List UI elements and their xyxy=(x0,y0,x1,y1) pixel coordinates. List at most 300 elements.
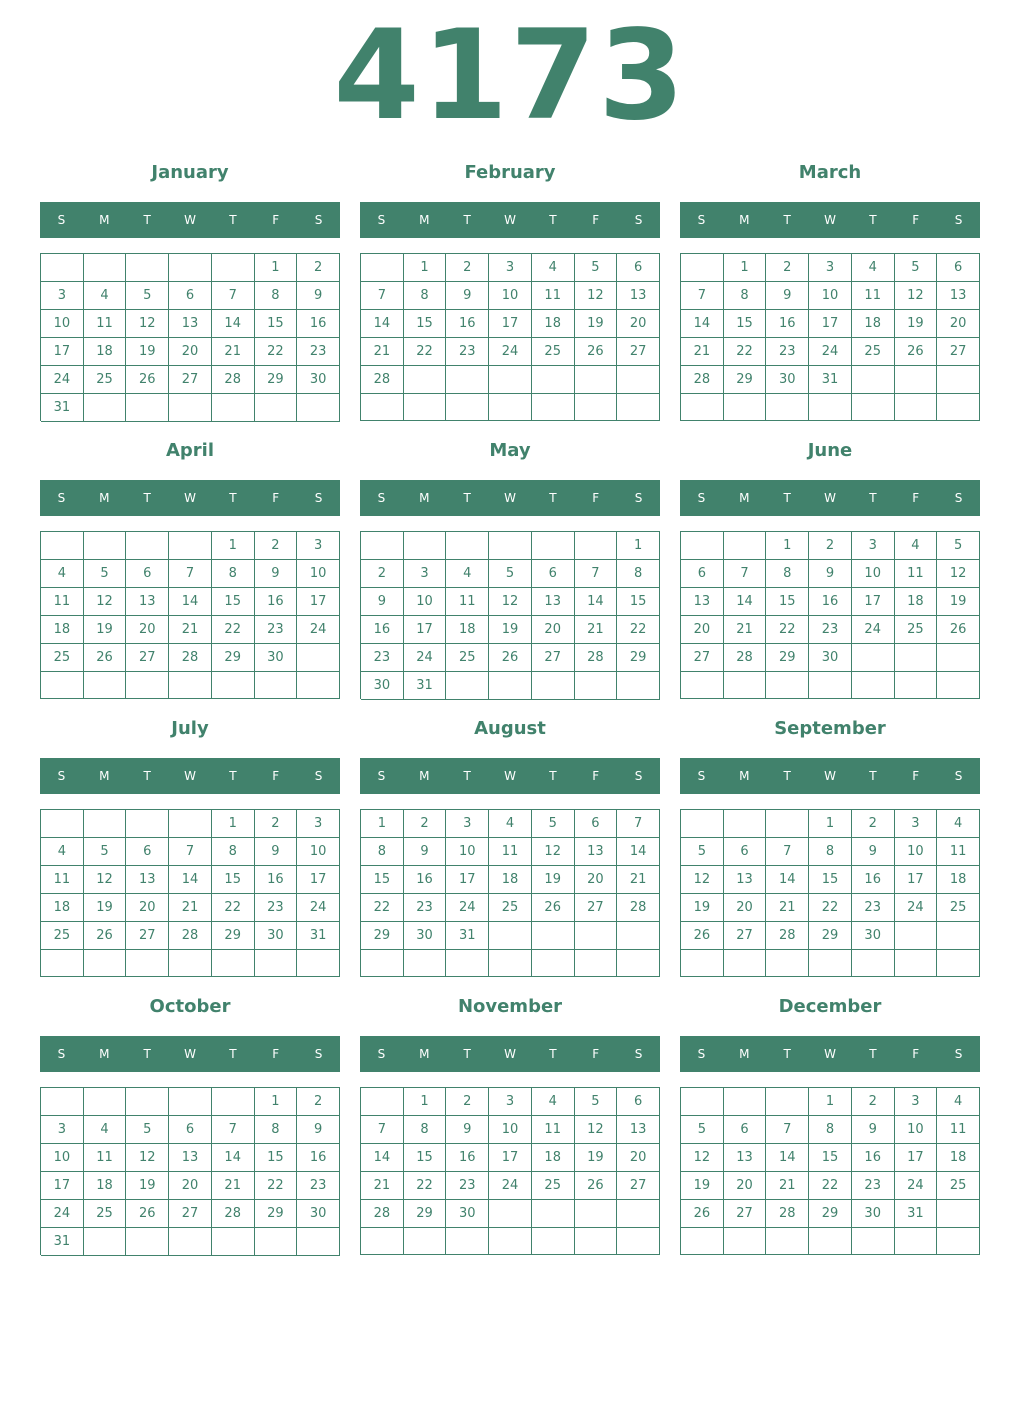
empty-day-cell xyxy=(575,950,618,977)
day-cell: 16 xyxy=(297,1144,340,1172)
day-cell: 2 xyxy=(297,1088,340,1116)
empty-day-cell xyxy=(489,922,532,950)
day-cell: 4 xyxy=(532,254,575,282)
day-cell: 7 xyxy=(212,1116,255,1144)
day-cell: 4 xyxy=(937,810,980,838)
day-cell: 11 xyxy=(41,588,84,616)
empty-day-cell xyxy=(809,950,852,977)
day-cell: 27 xyxy=(126,922,169,950)
empty-day-cell xyxy=(532,366,575,394)
day-cell: 16 xyxy=(255,588,298,616)
day-cell: 10 xyxy=(489,282,532,310)
weekday-label: S xyxy=(697,769,706,783)
day-cell: 25 xyxy=(41,922,84,950)
day-cell: 14 xyxy=(575,588,618,616)
day-cell: 13 xyxy=(617,282,660,310)
day-cell: 2 xyxy=(255,810,298,838)
weekday-label: F xyxy=(272,213,280,227)
day-cell: 9 xyxy=(852,1116,895,1144)
day-cell: 18 xyxy=(532,310,575,338)
day-cell: 12 xyxy=(895,282,938,310)
day-cell: 20 xyxy=(169,338,212,366)
day-cell: 1 xyxy=(809,810,852,838)
empty-day-cell xyxy=(532,394,575,421)
empty-day-cell xyxy=(617,950,660,977)
day-cell: 13 xyxy=(532,588,575,616)
day-cell: 2 xyxy=(766,254,809,282)
weekday-label: W xyxy=(184,1047,196,1061)
weekday-label: T xyxy=(143,769,151,783)
day-cell: 15 xyxy=(724,310,767,338)
day-cell: 22 xyxy=(255,1172,298,1200)
empty-day-cell xyxy=(575,532,618,560)
day-cell: 5 xyxy=(575,1088,618,1116)
day-cell: 1 xyxy=(724,254,767,282)
empty-day-cell xyxy=(575,672,618,700)
day-cell: 4 xyxy=(489,810,532,838)
day-cell: 18 xyxy=(937,1144,980,1172)
day-cell: 1 xyxy=(766,532,809,560)
empty-day-cell xyxy=(41,672,84,699)
weekday-label: S xyxy=(954,1047,963,1061)
empty-day-cell xyxy=(404,532,447,560)
day-cell: 22 xyxy=(212,616,255,644)
day-cell: 17 xyxy=(446,866,489,894)
day-cell: 19 xyxy=(681,894,724,922)
day-cell: 23 xyxy=(361,644,404,672)
empty-day-cell xyxy=(617,672,660,700)
empty-day-cell xyxy=(852,1228,895,1255)
day-cell: 20 xyxy=(724,894,767,922)
day-grid xyxy=(680,253,980,421)
day-cell: 26 xyxy=(681,1200,724,1228)
day-cell: 29 xyxy=(766,644,809,672)
weekday-label: F xyxy=(912,769,920,783)
day-cell: 5 xyxy=(895,254,938,282)
day-cell: 5 xyxy=(937,532,980,560)
day-cell: 5 xyxy=(532,810,575,838)
day-cell: 22 xyxy=(212,894,255,922)
empty-day-cell xyxy=(489,394,532,421)
weekday-header xyxy=(360,758,660,794)
empty-day-cell xyxy=(84,810,127,838)
day-cell: 11 xyxy=(532,282,575,310)
empty-day-cell xyxy=(681,810,724,838)
weekday-label: S xyxy=(697,1047,706,1061)
day-cell: 13 xyxy=(126,588,169,616)
day-cell: 7 xyxy=(617,810,660,838)
day-cell: 24 xyxy=(489,1172,532,1200)
day-cell: 20 xyxy=(169,1172,212,1200)
month-name: March xyxy=(798,162,862,183)
day-cell: 21 xyxy=(724,616,767,644)
day-cell: 1 xyxy=(404,1088,447,1116)
day-cell: 20 xyxy=(724,1172,767,1200)
day-cell: 19 xyxy=(575,310,618,338)
day-cell: 7 xyxy=(724,560,767,588)
day-cell: 3 xyxy=(852,532,895,560)
day-cell: 18 xyxy=(489,866,532,894)
weekday-label: T xyxy=(783,213,791,227)
empty-day-cell xyxy=(361,254,404,282)
day-cell: 15 xyxy=(361,866,404,894)
day-cell: 19 xyxy=(681,1172,724,1200)
empty-day-cell xyxy=(681,672,724,699)
day-cell: 4 xyxy=(84,282,127,310)
day-cell: 14 xyxy=(766,866,809,894)
empty-day-cell xyxy=(169,1088,212,1116)
day-cell: 16 xyxy=(852,866,895,894)
empty-day-cell xyxy=(169,810,212,838)
day-cell: 27 xyxy=(681,644,724,672)
weekday-label: T xyxy=(143,1047,151,1061)
day-cell: 27 xyxy=(724,922,767,950)
day-cell: 3 xyxy=(41,282,84,310)
empty-day-cell xyxy=(361,1228,404,1255)
day-cell: 29 xyxy=(404,1200,447,1228)
day-grid xyxy=(680,809,980,977)
day-cell: 29 xyxy=(361,922,404,950)
day-cell: 8 xyxy=(404,1116,447,1144)
day-cell: 18 xyxy=(446,616,489,644)
day-cell: 30 xyxy=(255,644,298,672)
empty-day-cell xyxy=(446,1228,489,1255)
day-cell: 30 xyxy=(404,922,447,950)
day-cell: 2 xyxy=(809,532,852,560)
day-grid xyxy=(40,1087,340,1255)
empty-day-cell xyxy=(895,672,938,699)
day-cell: 21 xyxy=(361,1172,404,1200)
weekday-header xyxy=(680,202,980,238)
day-cell: 29 xyxy=(809,922,852,950)
empty-day-cell xyxy=(255,672,298,699)
day-cell: 1 xyxy=(255,254,298,282)
empty-day-cell xyxy=(169,254,212,282)
day-cell: 15 xyxy=(212,588,255,616)
day-cell: 8 xyxy=(361,838,404,866)
empty-day-cell xyxy=(937,366,980,394)
day-cell: 12 xyxy=(84,588,127,616)
day-cell: 10 xyxy=(895,838,938,866)
day-cell: 19 xyxy=(489,616,532,644)
day-cell: 22 xyxy=(617,616,660,644)
day-cell: 21 xyxy=(766,1172,809,1200)
weekday-label: F xyxy=(912,491,920,505)
day-cell: 19 xyxy=(126,338,169,366)
weekday-label: F xyxy=(912,1047,920,1061)
empty-day-cell xyxy=(489,366,532,394)
empty-day-cell xyxy=(41,950,84,977)
day-cell: 19 xyxy=(532,866,575,894)
weekday-label: S xyxy=(377,1047,386,1061)
weekday-label: S xyxy=(634,769,643,783)
day-cell: 6 xyxy=(169,282,212,310)
day-cell: 8 xyxy=(212,560,255,588)
day-cell: 8 xyxy=(809,838,852,866)
day-cell: 29 xyxy=(724,366,767,394)
day-cell: 21 xyxy=(361,338,404,366)
day-cell: 10 xyxy=(404,588,447,616)
weekday-label: M xyxy=(739,213,750,227)
day-cell: 28 xyxy=(724,644,767,672)
empty-day-cell xyxy=(937,644,980,672)
day-cell: 12 xyxy=(532,838,575,866)
weekday-label: M xyxy=(99,213,110,227)
day-cell: 26 xyxy=(126,366,169,394)
day-cell: 19 xyxy=(575,1144,618,1172)
empty-day-cell xyxy=(297,672,340,699)
day-cell: 15 xyxy=(809,1144,852,1172)
day-cell: 2 xyxy=(404,810,447,838)
weekday-label: T xyxy=(549,1047,557,1061)
day-cell: 26 xyxy=(126,1200,169,1228)
empty-day-cell xyxy=(126,672,169,699)
day-cell: 16 xyxy=(766,310,809,338)
weekday-label: T xyxy=(783,491,791,505)
day-cell: 20 xyxy=(126,616,169,644)
day-cell: 6 xyxy=(169,1116,212,1144)
weekday-label: T xyxy=(463,769,471,783)
weekday-label: W xyxy=(504,769,516,783)
day-cell: 5 xyxy=(681,838,724,866)
weekday-label: M xyxy=(419,1047,430,1061)
weekday-label: S xyxy=(314,1047,323,1061)
weekday-label: W xyxy=(184,769,196,783)
day-cell: 2 xyxy=(446,254,489,282)
day-cell: 6 xyxy=(575,810,618,838)
month-name: November xyxy=(457,996,563,1017)
day-cell: 30 xyxy=(446,1200,489,1228)
day-cell: 26 xyxy=(895,338,938,366)
day-cell: 10 xyxy=(809,282,852,310)
empty-day-cell xyxy=(126,810,169,838)
day-cell: 7 xyxy=(361,1116,404,1144)
day-cell: 9 xyxy=(361,588,404,616)
day-grid xyxy=(680,1087,980,1255)
day-grid xyxy=(40,809,340,977)
day-cell: 6 xyxy=(126,560,169,588)
day-cell: 21 xyxy=(681,338,724,366)
day-cell: 7 xyxy=(766,838,809,866)
month-name: July xyxy=(171,718,209,739)
day-cell: 16 xyxy=(446,310,489,338)
empty-day-cell xyxy=(724,532,767,560)
day-cell: 11 xyxy=(84,1144,127,1172)
day-cell: 22 xyxy=(361,894,404,922)
day-cell: 18 xyxy=(84,1172,127,1200)
day-cell: 9 xyxy=(404,838,447,866)
weekday-label: T xyxy=(783,769,791,783)
day-cell: 2 xyxy=(297,254,340,282)
day-cell: 16 xyxy=(361,616,404,644)
empty-day-cell xyxy=(724,672,767,699)
empty-day-cell xyxy=(766,1088,809,1116)
weekday-label: S xyxy=(954,769,963,783)
month-name: October xyxy=(149,996,231,1017)
day-cell: 13 xyxy=(575,838,618,866)
day-cell: 22 xyxy=(809,894,852,922)
day-cell: 14 xyxy=(724,588,767,616)
weekday-label: S xyxy=(57,769,66,783)
day-cell: 22 xyxy=(255,338,298,366)
day-cell: 14 xyxy=(361,1144,404,1172)
day-cell: 4 xyxy=(895,532,938,560)
weekday-label: T xyxy=(463,213,471,227)
empty-day-cell xyxy=(532,922,575,950)
day-cell: 24 xyxy=(41,366,84,394)
empty-day-cell xyxy=(404,1228,447,1255)
weekday-label: T xyxy=(463,491,471,505)
day-cell: 11 xyxy=(937,838,980,866)
day-cell: 24 xyxy=(852,616,895,644)
empty-day-cell xyxy=(169,672,212,699)
empty-day-cell xyxy=(489,1200,532,1228)
empty-day-cell xyxy=(681,1228,724,1255)
day-cell: 28 xyxy=(169,644,212,672)
day-cell: 20 xyxy=(532,616,575,644)
day-cell: 9 xyxy=(446,1116,489,1144)
empty-day-cell xyxy=(489,532,532,560)
month-name: August xyxy=(474,718,546,739)
day-cell: 9 xyxy=(446,282,489,310)
day-cell: 6 xyxy=(617,254,660,282)
empty-day-cell xyxy=(532,950,575,977)
day-cell: 18 xyxy=(895,588,938,616)
empty-day-cell xyxy=(724,810,767,838)
weekday-label: W xyxy=(504,1047,516,1061)
empty-day-cell xyxy=(766,1228,809,1255)
day-cell: 6 xyxy=(532,560,575,588)
empty-day-cell xyxy=(84,672,127,699)
day-cell: 11 xyxy=(446,588,489,616)
day-cell: 17 xyxy=(489,310,532,338)
day-cell: 10 xyxy=(297,560,340,588)
day-cell: 30 xyxy=(297,366,340,394)
weekday-label: F xyxy=(592,491,600,505)
empty-day-cell xyxy=(404,366,447,394)
day-cell: 27 xyxy=(169,1200,212,1228)
day-cell: 31 xyxy=(446,922,489,950)
empty-day-cell xyxy=(532,672,575,700)
empty-day-cell xyxy=(489,950,532,977)
empty-day-cell xyxy=(532,1200,575,1228)
day-cell: 8 xyxy=(724,282,767,310)
day-cell: 24 xyxy=(895,894,938,922)
day-cell: 17 xyxy=(895,866,938,894)
day-cell: 28 xyxy=(212,1200,255,1228)
empty-day-cell xyxy=(895,950,938,977)
day-cell: 21 xyxy=(575,616,618,644)
day-cell: 6 xyxy=(937,254,980,282)
day-cell: 12 xyxy=(126,310,169,338)
day-cell: 23 xyxy=(766,338,809,366)
day-cell: 22 xyxy=(404,338,447,366)
day-cell: 12 xyxy=(126,1144,169,1172)
empty-day-cell xyxy=(617,1200,660,1228)
empty-day-cell xyxy=(617,366,660,394)
empty-day-cell xyxy=(212,1088,255,1116)
day-cell: 1 xyxy=(361,810,404,838)
day-cell: 23 xyxy=(852,1172,895,1200)
day-cell: 12 xyxy=(681,1144,724,1172)
day-cell: 19 xyxy=(84,894,127,922)
empty-day-cell xyxy=(895,922,938,950)
day-cell: 8 xyxy=(809,1116,852,1144)
day-cell: 24 xyxy=(489,338,532,366)
day-cell: 3 xyxy=(809,254,852,282)
weekday-label: F xyxy=(272,1047,280,1061)
weekday-label: T xyxy=(463,1047,471,1061)
day-cell: 23 xyxy=(404,894,447,922)
day-cell: 30 xyxy=(766,366,809,394)
empty-day-cell xyxy=(937,394,980,421)
day-grid xyxy=(360,809,660,977)
day-cell: 30 xyxy=(361,672,404,700)
weekday-header xyxy=(680,758,980,794)
day-cell: 28 xyxy=(766,1200,809,1228)
day-cell: 24 xyxy=(809,338,852,366)
day-cell: 26 xyxy=(937,616,980,644)
day-cell: 30 xyxy=(255,922,298,950)
weekday-label: T xyxy=(869,213,877,227)
empty-day-cell xyxy=(126,394,169,422)
day-cell: 9 xyxy=(852,838,895,866)
day-cell: 26 xyxy=(84,644,127,672)
day-cell: 31 xyxy=(41,394,84,422)
empty-day-cell xyxy=(937,922,980,950)
day-cell: 3 xyxy=(489,1088,532,1116)
weekday-label: W xyxy=(824,213,836,227)
day-cell: 15 xyxy=(404,1144,447,1172)
empty-day-cell xyxy=(937,1228,980,1255)
day-cell: 8 xyxy=(404,282,447,310)
weekday-label: M xyxy=(99,1047,110,1061)
day-cell: 23 xyxy=(255,894,298,922)
empty-day-cell xyxy=(895,366,938,394)
day-cell: 1 xyxy=(255,1088,298,1116)
day-cell: 8 xyxy=(255,1116,298,1144)
day-cell: 15 xyxy=(404,310,447,338)
day-cell: 21 xyxy=(212,1172,255,1200)
empty-day-cell xyxy=(361,394,404,421)
day-cell: 13 xyxy=(724,1144,767,1172)
weekday-label: W xyxy=(824,1047,836,1061)
day-cell: 12 xyxy=(575,282,618,310)
day-cell: 17 xyxy=(895,1144,938,1172)
day-cell: 8 xyxy=(766,560,809,588)
day-cell: 20 xyxy=(617,310,660,338)
weekday-label: T xyxy=(143,213,151,227)
empty-day-cell xyxy=(212,950,255,977)
weekday-label: F xyxy=(912,213,920,227)
empty-day-cell xyxy=(169,1228,212,1256)
day-cell: 5 xyxy=(126,1116,169,1144)
day-cell: 15 xyxy=(617,588,660,616)
day-cell: 17 xyxy=(41,1172,84,1200)
day-cell: 28 xyxy=(766,922,809,950)
weekday-label: M xyxy=(419,769,430,783)
empty-day-cell xyxy=(617,394,660,421)
day-cell: 18 xyxy=(84,338,127,366)
day-cell: 4 xyxy=(84,1116,127,1144)
day-grid xyxy=(360,1087,660,1255)
day-cell: 11 xyxy=(532,1116,575,1144)
day-cell: 3 xyxy=(297,810,340,838)
day-cell: 24 xyxy=(446,894,489,922)
empty-day-cell xyxy=(126,950,169,977)
day-cell: 23 xyxy=(297,338,340,366)
day-cell: 5 xyxy=(575,254,618,282)
